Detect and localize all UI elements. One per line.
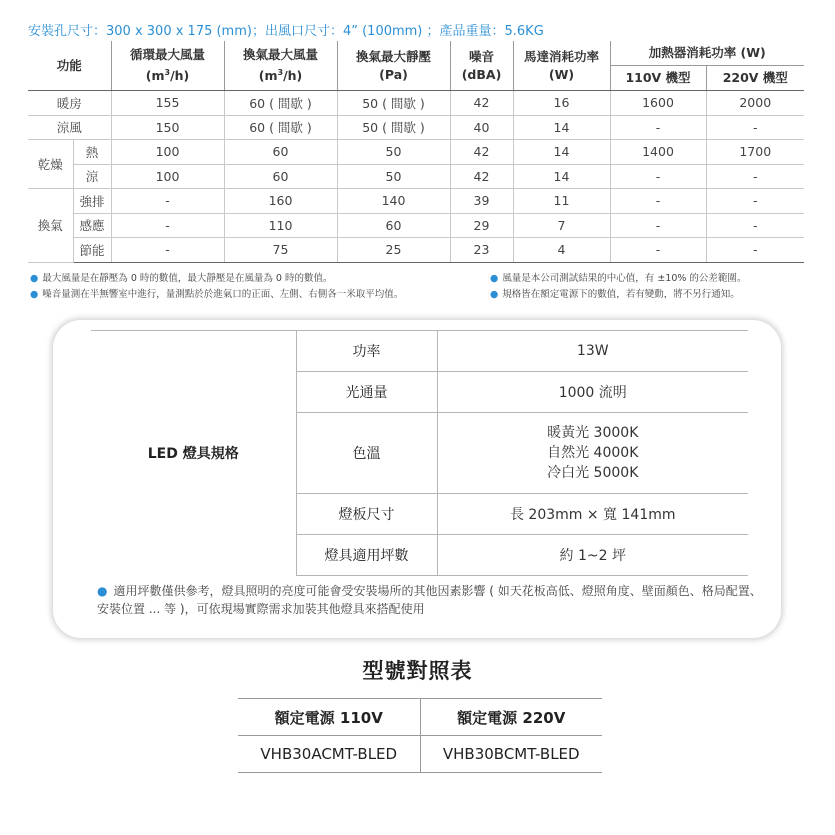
- header-circ-air: 循環最大風量 $(m^3/h)$: [111, 41, 224, 91]
- table-row: 感應 - 110 60 29 7 - -: [28, 213, 804, 238]
- model-header: 額定電源 110V: [238, 699, 420, 736]
- group-dry: 乾燥: [28, 140, 73, 189]
- led-value: 長 203mm × 寬 141mm: [437, 494, 748, 535]
- model-value: VHB30ACMT-BLED: [238, 736, 420, 773]
- led-label: 光通量: [296, 372, 437, 413]
- led-title: LED 燈具規格: [147, 446, 239, 463]
- header-vent-pressure: 換氣最大靜壓 (Pa): [337, 41, 450, 91]
- model-value: VHB30BCMT-BLED: [420, 736, 602, 773]
- model-header: 額定電源 220V: [420, 699, 602, 736]
- install-info: 安裝孔尺寸：300 x 300 x 175 (mm)；出風口尺寸：4” (100mm) ；產品重量：5.6KG: [28, 24, 544, 39]
- group-vent: 換氣: [28, 189, 73, 263]
- header-heater-power: 加熱器消耗功率 (W): [610, 41, 804, 66]
- bullet-icon: ●: [490, 289, 499, 300]
- note-item: ● 風量是本公司測試結果的中心值，有 ±10% 的公差範圍。: [490, 273, 747, 284]
- table-row: 換氣 強排 - 160 140 39 11 - -: [28, 189, 804, 214]
- bullet-icon: ●: [30, 289, 39, 300]
- header-noise: 噪音 (dBA): [450, 41, 513, 91]
- bullet-icon: ●: [490, 273, 499, 284]
- table-row: 暖房 155 60 ( 間歇 ) 50 ( 間歇 ) 42 16 1600 2000: [28, 91, 804, 116]
- note-item: ● 最大風量是在靜壓為 0 時的數值，最大靜壓是在風量為 0 時的數值。: [30, 273, 333, 284]
- header-110v: 110V 機型: [610, 66, 706, 91]
- table-row: 節能 - 75 25 23 4 - -: [28, 238, 804, 263]
- led-label: 功率: [296, 331, 437, 372]
- led-label: 燈板尺寸: [296, 494, 437, 535]
- led-spec-table: [91, 330, 748, 576]
- table-row: 涼風 150 60 ( 間歇 ) 50 ( 間歇 ) 40 14 - -: [28, 115, 804, 140]
- header-motor-power: 馬達消耗功率 (W): [513, 41, 610, 91]
- led-value-color-temp: 暖黃光 3000K 自然光 4000K 冷白光 5000K: [437, 413, 748, 494]
- bullet-icon: ●: [97, 584, 108, 598]
- header-220v: 220V 機型: [706, 66, 804, 91]
- led-value: 13W: [437, 331, 748, 372]
- led-note: ● 適用坪數僅供參考，燈具照明的亮度可能會受安裝場所的其他因素影響 ( 如天花板高低、燈照角度、壁面顏色、格局配置、安裝位置 ... 等 )，可依現場實際需求加裝其他燈具來搭配使用: [97, 584, 762, 616]
- model-table-title: 型號對照表: [362, 659, 473, 683]
- bullet-icon: ●: [30, 273, 39, 284]
- led-label: 燈具適用坪數: [296, 535, 437, 576]
- led-value: 約 1~2 坪: [437, 535, 748, 576]
- note-item: ● 噪音量測在半無響室中進行，量測點於於進氣口的正面、左側、右側各一米取平均值。: [30, 289, 404, 300]
- notes-right: [490, 271, 746, 303]
- note-item: ● 規格皆在額定電源下的數值，若有變動，將不另行通知。: [490, 289, 740, 300]
- spec-table: [28, 41, 804, 263]
- table-row: 涼 100 60 50 42 14 - -: [28, 164, 804, 189]
- led-value: 1000 流明: [437, 372, 748, 413]
- led-spec-card: [53, 320, 781, 638]
- notes-left: [30, 271, 403, 303]
- table-row: 乾燥 熱 100 60 50 42 14 1400 1700: [28, 140, 804, 165]
- led-label: 色溫: [296, 413, 437, 494]
- model-table: [238, 698, 602, 773]
- header-function: 功能: [28, 41, 111, 91]
- header-vent-air: 換氣最大風量 $(m^3/h)$: [224, 41, 337, 91]
